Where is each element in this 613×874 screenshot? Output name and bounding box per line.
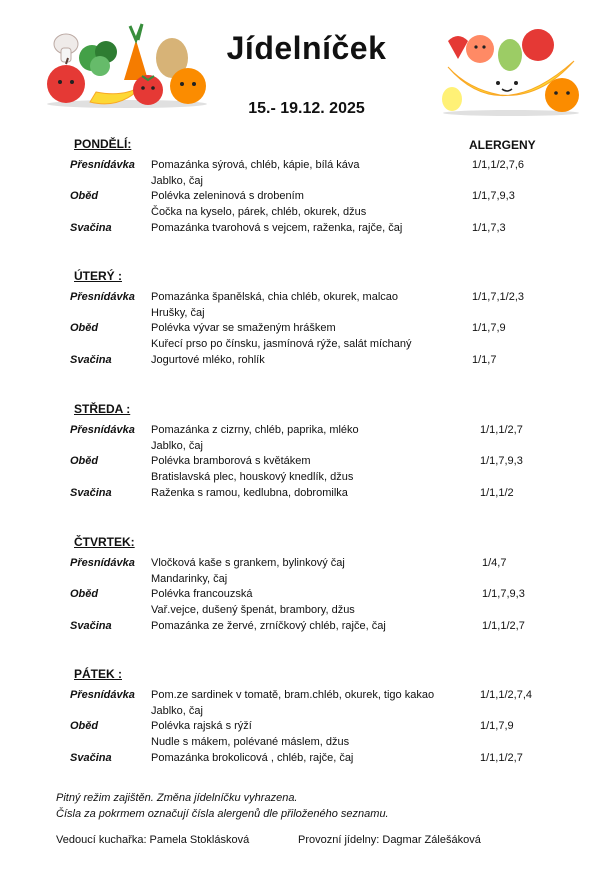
meal-description: Hrušky, čaj [151, 307, 205, 319]
allergen-codes: 1/1,1/2,7,6 [472, 159, 524, 171]
meal-description: Raženka s ramou, kedlubna, dobromilka [151, 487, 348, 499]
page-title: Jídelníček [226, 30, 387, 66]
meal-description: Jablko, čaj [151, 175, 203, 187]
menu-row [0, 440, 613, 456]
meal-type: Svačina [70, 752, 112, 764]
footer-note-drinking: Pitný režim zajištěn. Změna jídelníčku vyhrazena. [56, 792, 298, 804]
meal-type: Oběd [70, 322, 99, 334]
meal-type: Přesnídávka [70, 424, 135, 436]
meal-type: Svačina [70, 222, 112, 234]
menu-row [0, 322, 613, 338]
meal-type: Přesnídávka [70, 291, 135, 303]
meal-description: Mandarinky, čaj [151, 573, 228, 585]
meal-description: Pomazánka sýrová, chléb, kápie, bílá káva [151, 159, 360, 171]
menu-row [0, 190, 613, 206]
meal-description: Polévka vývar se smaženým hráškem [151, 322, 336, 334]
menu-row [0, 159, 613, 175]
allergen-codes: 1/1,7,9 [480, 720, 514, 732]
meal-description: Jablko, čaj [151, 705, 203, 717]
menu-row [0, 689, 613, 705]
menu-row [0, 222, 613, 238]
allergen-codes: 1/1,7 [472, 354, 497, 366]
allergen-codes: 1/1,7,9,3 [472, 190, 515, 202]
menu-row [0, 424, 613, 440]
menu-row [0, 206, 613, 222]
menu-row [0, 736, 613, 752]
meal-type: Přesnídávka [70, 689, 135, 701]
meal-description: Nudle s mákem, polévané máslem, džus [151, 736, 350, 748]
meal-type: Oběd [70, 455, 99, 467]
meal-description: Vař.vejce, dušený špenát, brambory, džus [151, 604, 355, 616]
meal-description: Pomazánka španělská, chia chléb, okurek, malcao [151, 291, 399, 303]
allergen-codes: 1/4,7 [482, 557, 507, 569]
allergen-codes: 1/1,1/2,7 [482, 620, 525, 632]
menu-row [0, 471, 613, 487]
day-heading: PÁTEK : [74, 667, 122, 681]
menu-row [0, 705, 613, 721]
meal-description: Polévka francouzská [151, 588, 253, 600]
meal-description: Bratislavská plec, houskový knedlík, džus [151, 471, 354, 483]
allergen-codes: 1/1,1/2,7 [480, 424, 523, 436]
meal-type: Přesnídávka [70, 159, 135, 171]
allergen-codes: 1/1,7,9,3 [482, 588, 525, 600]
meal-description: Čočka na kyselo, párek, chléb, okurek, džus [151, 206, 367, 218]
allergen-codes: 1/1,1/2,7,4 [480, 689, 532, 701]
meal-description: Vločková kaše s grankem, bylinkový čaj [151, 557, 345, 569]
day-heading: PONDĚLÍ: [74, 137, 132, 151]
menu-row [0, 604, 613, 620]
menu-row [0, 588, 613, 604]
meal-description: Kuřecí prso po čínsku, jasmínová rýže, salát míchaný [151, 338, 412, 350]
date-range: 15.- 19.12. 2025 [248, 100, 365, 117]
allergen-codes: 1/1,7,3 [472, 222, 506, 234]
meal-description: Pomazánka brokolicová , chléb, rajče, čaj [151, 752, 354, 764]
allergen-codes: 1/1,1/2,7 [480, 752, 523, 764]
meal-type: Svačina [70, 354, 112, 366]
meal-description: Pomazánka tvarohová s vejcem, raženka, rajče, čaj [151, 222, 403, 234]
menu-row [0, 557, 613, 573]
day-heading: ÚTERÝ : [74, 269, 122, 283]
meal-description: Pomazánka ze žervé, zrníčkový chléb, rajče, čaj [151, 620, 386, 632]
allergen-codes: 1/1,7,9 [472, 322, 506, 334]
menu-row [0, 338, 613, 354]
meal-type: Oběd [70, 190, 99, 202]
meal-description: Jablko, čaj [151, 440, 203, 452]
footer-note-allergens: Čísla za pokrmem označují čísla alergenů dle přiloženého seznamu. [56, 808, 389, 820]
menu-row [0, 573, 613, 589]
meal-type: Přesnídávka [70, 557, 135, 569]
meal-description: Pom.ze sardinek v tomatě, bram.chléb, okurek, tigo kakao [151, 689, 435, 701]
menu-row [0, 720, 613, 736]
allergens-header: ALERGENY [469, 138, 536, 152]
meal-type: Oběd [70, 588, 99, 600]
menu-row [0, 354, 613, 370]
day-heading: ČTVRTEK: [74, 535, 135, 549]
meal-description: Polévka zeleninová s drobením [151, 190, 304, 202]
menu-row [0, 487, 613, 503]
fruits-illustration [440, 25, 582, 117]
menu-row [0, 291, 613, 307]
canteen-manager: Provozní jídelny: Dagmar Zálešáková [298, 834, 481, 846]
menu-row [0, 307, 613, 323]
menu-row [0, 455, 613, 471]
meal-type: Svačina [70, 487, 112, 499]
meal-type: Oběd [70, 720, 99, 732]
meal-description: Polévka bramborová s květákem [151, 455, 311, 467]
menu-row [0, 752, 613, 768]
allergen-codes: 1/1,7,9,3 [480, 455, 523, 467]
meal-description: Pomazánka z cizrny, chléb, paprika, mléko [151, 424, 359, 436]
meal-description: Polévka rajská s rýží [151, 720, 252, 732]
head-cook: Vedoucí kuchařka: Pamela Stoklásková [56, 834, 250, 846]
day-heading: STŘEDA : [74, 402, 131, 416]
menu-row [0, 175, 613, 191]
allergen-codes: 1/1,1/2 [480, 487, 514, 499]
menu-row [0, 620, 613, 636]
allergen-codes: 1/1,7,1/2,3 [472, 291, 524, 303]
meal-description: Jogurtové mléko, rohlík [151, 354, 265, 366]
meal-type: Svačina [70, 620, 112, 632]
